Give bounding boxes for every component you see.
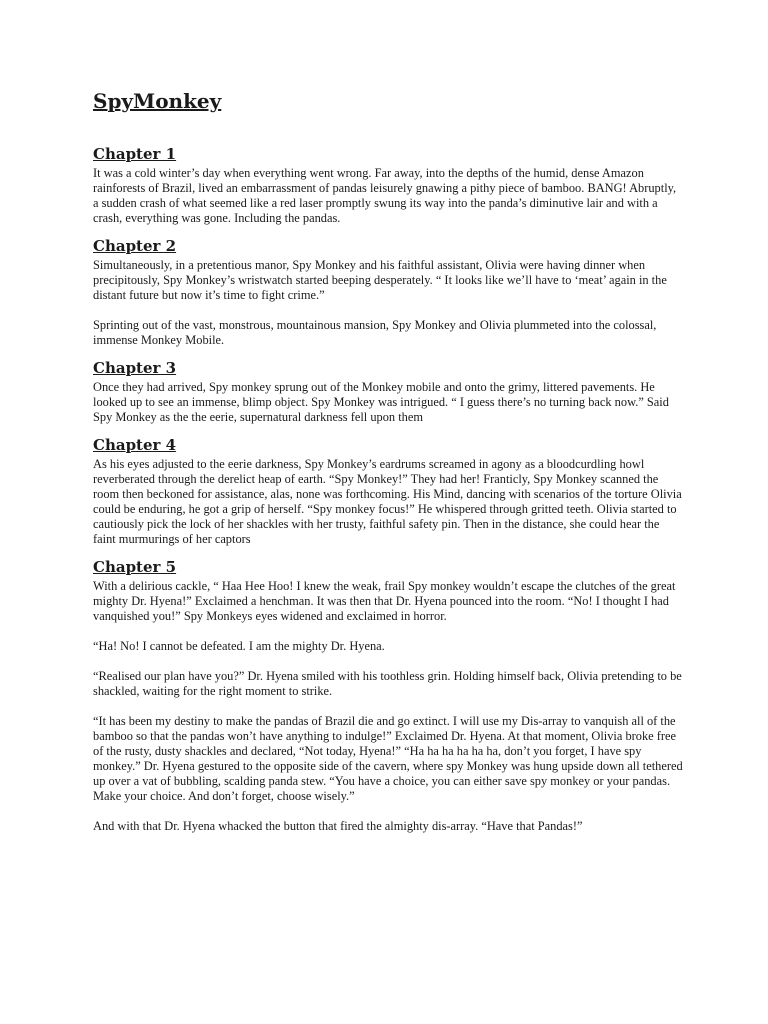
paragraph: It was a cold winter’s day when everything went wrong. Far away, into the depths of the humid, dense Amazon rainforests of Brazil, lived an embarrassment of pandas leisurely gnawing a pithy piece of bamboo. BANG! Abruptly, a sudden crash of what seemed like a red laser promptly swung its way into the panda’s diminutive lair and with a crash, everything was gone. Including the pandas. [93, 166, 677, 225]
chapter-2 [93, 236, 683, 348]
document-page [93, 88, 683, 844]
chapter-heading: Chapter 3 [93, 359, 177, 377]
paragraph: As his eyes adjusted to the eerie darkness, Spy Monkey’s eardrums screamed in agony as a bloodcurdling howl reverberated through the derelict heap of earth. “Spy Monkey!” They had her! Franticly, Spy Monkey scanned the room then beckoned for assistance, alas, none was forthcoming. His Mind, dancing with scenarios of the torture Olivia could be enduring, he got a grip of herself. “Spy monkey focus!” He whispered through gritted teeth. Olivia started to cautiously pick the lock of her shackles with her trusty, faithful safety pin. Then in the distance, she could hear the faint murmurings of her captors [93, 457, 682, 546]
paragraph: With a delirious cackle, “ Haa Hee Hoo! I knew the weak, frail Spy monkey wouldn’t escape the clutches of the great mighty Dr. Hyena!” Exclaimed a henchman. It was then that Dr. Hyena pounced into the room. “No! I thought I had vanquished you!” Spy Monkeys eyes widened and exclaimed in horror. [93, 579, 676, 623]
document-title: SpyMonkey [93, 89, 222, 113]
chapter-3 [93, 358, 683, 425]
chapter-heading: Chapter 1 [93, 145, 177, 163]
paragraph: And with that Dr. Hyena whacked the button that fired the almighty dis-array. “Have that Pandas!” [93, 819, 583, 833]
paragraph: “It has been my destiny to make the pandas of Brazil die and go extinct. I will use my Dis-array to vanquish all of the bamboo so that the pandas won’t have anything to indulge!” Exclaimed Dr. Hyena. At that moment, Olivia broke free of the rusty, dusty shackles and declared, “Not today, Hyena!” “Ha ha ha ha ha ha, don’t you forget, I have spy monkey.” Dr. Hyena gestured to the opposite side of the cavern, where spy Monkey was hung upside down all tethered up over a vat of bubbling, scalding panda stew. “You have a choice, you can either save spy monkey or your pandas. Make your choice. And don’t forget, choose wisely.” [93, 714, 683, 803]
paragraph: “Realised our plan have you?” Dr. Hyena smiled with his toothless grin. Holding himself back, Olivia pretending to be shackled, waiting for the right moment to strike. [93, 669, 682, 698]
paragraph: Simultaneously, in a pretentious manor, Spy Monkey and his faithful assistant, Olivia were having dinner when precipitously, Spy Monkey’s wristwatch started beeping desperately. “ It looks like we’ll have to ‘meat’ again in the distant future but now it’s time to fight crime.” [93, 258, 667, 302]
chapter-1 [93, 144, 683, 226]
paragraph: Once they had arrived, Spy monkey sprung out of the Monkey mobile and onto the grimy, littered pavements. He looked up to see an immense, blimp object. Spy Monkey was intrigued. “ I guess there’s no turning back now.” Said Spy Monkey as the the eerie, supernatural darkness fell upon them [93, 380, 669, 424]
chapter-heading: Chapter 2 [93, 237, 177, 255]
chapter-4 [93, 435, 683, 547]
paragraph: Sprinting out of the vast, monstrous, mountainous mansion, Spy Monkey and Olivia plummeted into the colossal, immense Monkey Mobile. [93, 318, 657, 347]
chapter-heading: Chapter 5 [93, 558, 177, 576]
chapter-heading: Chapter 4 [93, 436, 177, 454]
paragraph: “Ha! No! I cannot be defeated. I am the mighty Dr. Hyena. [93, 639, 385, 653]
chapter-5 [93, 557, 683, 834]
